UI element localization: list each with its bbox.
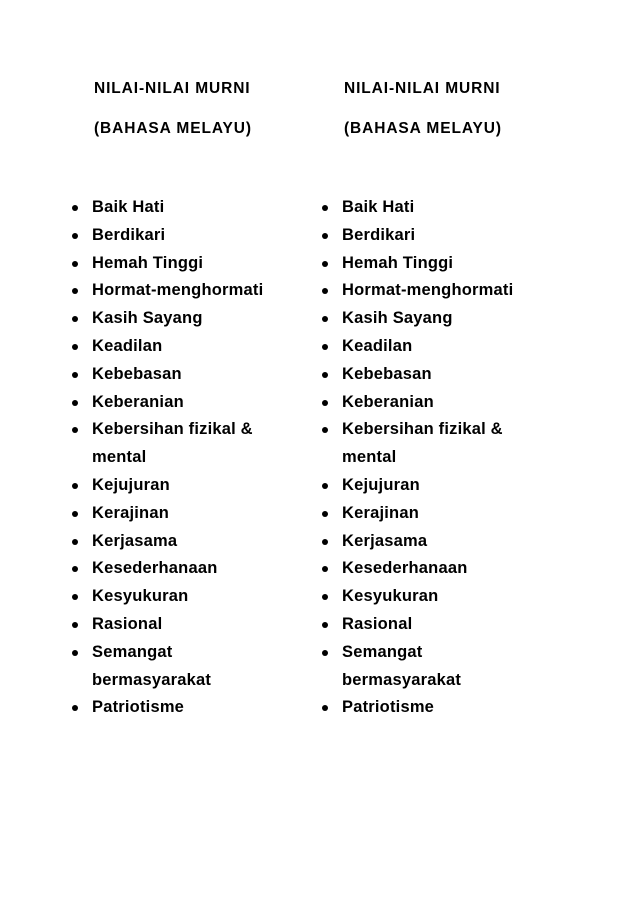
list-item xyxy=(66,555,296,583)
bullet-icon xyxy=(72,344,78,350)
list-item xyxy=(316,583,546,611)
list-item-label: Baik Hati xyxy=(92,198,165,216)
bullet-icon xyxy=(322,594,328,600)
list-item xyxy=(316,639,546,695)
list-item xyxy=(316,611,546,639)
bullet-icon xyxy=(322,288,328,294)
list-item-label: Kebersihan fizikal & mental xyxy=(342,420,503,467)
list-item xyxy=(316,222,546,250)
bullet-icon xyxy=(322,316,328,322)
list-item-label: Kesederhanaan xyxy=(92,559,218,578)
list-item-label: Hemah Tinggi xyxy=(92,253,204,272)
bullet-icon xyxy=(322,566,328,572)
left-values-list xyxy=(66,194,296,722)
right-heading-title: NILAI-NILAI MURNI xyxy=(344,80,501,97)
list-item xyxy=(316,500,546,528)
bullet-icon xyxy=(72,427,78,433)
bullet-icon xyxy=(322,483,328,489)
list-item xyxy=(66,194,296,222)
list-item xyxy=(66,528,296,556)
bullet-icon xyxy=(72,594,78,600)
list-item-label: Rasional xyxy=(342,614,413,633)
list-item xyxy=(316,194,546,222)
bullet-icon xyxy=(322,205,328,211)
list-item-label: Patriotisme xyxy=(92,698,185,717)
list-item-label: Hormat-menghormati xyxy=(92,281,264,300)
list-item-label: Keadilan xyxy=(342,336,413,355)
bullet-icon xyxy=(72,233,78,239)
list-item xyxy=(66,361,296,389)
list-item xyxy=(66,472,296,500)
list-item xyxy=(66,333,296,361)
bullet-icon xyxy=(72,650,78,656)
list-item xyxy=(316,277,546,305)
list-item xyxy=(66,639,296,695)
list-item xyxy=(316,528,546,556)
list-item-label: Kesederhanaan xyxy=(342,559,468,578)
list-item xyxy=(66,222,296,250)
list-item-label: Kerjasama xyxy=(342,531,428,550)
bullet-icon xyxy=(322,372,328,378)
list-item-label: Kebebasan xyxy=(92,364,182,383)
list-item-label: Patriotisme xyxy=(342,698,435,717)
list-item xyxy=(316,305,546,333)
list-item xyxy=(66,305,296,333)
bullet-icon xyxy=(72,622,78,628)
bullet-icon xyxy=(322,705,328,711)
bullet-icon xyxy=(72,261,78,267)
list-item xyxy=(316,555,546,583)
bullet-icon xyxy=(72,483,78,489)
list-item xyxy=(316,472,546,500)
list-item-label: Baik Hati xyxy=(342,198,415,216)
list-item xyxy=(66,250,296,278)
list-item xyxy=(66,277,296,305)
bullet-icon xyxy=(72,205,78,211)
list-item-label: Kasih Sayang xyxy=(342,309,453,328)
bullet-icon xyxy=(322,622,328,628)
list-item xyxy=(316,250,546,278)
bullet-icon xyxy=(322,261,328,267)
list-item xyxy=(66,611,296,639)
list-item xyxy=(316,416,546,472)
list-item xyxy=(316,333,546,361)
list-item-label: Hormat-menghormati xyxy=(342,281,514,300)
bullet-icon xyxy=(322,511,328,517)
list-item-label: Kerajinan xyxy=(342,503,419,522)
list-item-label: Semangat bermasyarakat xyxy=(342,642,462,689)
list-item-label: Kesyukuran xyxy=(342,587,439,606)
list-item-label: Kejujuran xyxy=(342,475,420,494)
bullet-icon xyxy=(72,288,78,294)
list-item-label: Kerajinan xyxy=(92,503,169,522)
bullet-icon xyxy=(322,650,328,656)
list-item xyxy=(66,416,296,472)
bullet-icon xyxy=(72,400,78,406)
list-item-label: Kejujuran xyxy=(92,475,170,494)
left-heading-title: NILAI-NILAI MURNI xyxy=(94,80,251,97)
list-item-label: Kesyukuran xyxy=(92,587,189,606)
list-item-label: Rasional xyxy=(92,614,163,633)
list-item-label: Hemah Tinggi xyxy=(342,253,454,272)
bullet-icon xyxy=(72,511,78,517)
list-item xyxy=(316,694,546,722)
list-item xyxy=(66,500,296,528)
list-item xyxy=(316,389,546,417)
list-item xyxy=(66,694,296,722)
right-heading-subtitle: (BAHASA MELAYU) xyxy=(344,120,502,137)
bullet-icon xyxy=(322,427,328,433)
list-item-label: Kerjasama xyxy=(92,531,178,550)
bullet-icon xyxy=(72,566,78,572)
list-item-label: Kasih Sayang xyxy=(92,309,203,328)
bullet-icon xyxy=(322,344,328,350)
bullet-icon xyxy=(72,372,78,378)
left-heading-subtitle: (BAHASA MELAYU) xyxy=(94,120,252,137)
list-item xyxy=(316,361,546,389)
list-item-label: Kebebasan xyxy=(342,364,432,383)
list-item-label: Kebersihan fizikal & mental xyxy=(92,420,253,467)
bullet-icon xyxy=(72,539,78,545)
bullet-icon xyxy=(72,705,78,711)
list-item-label: Berdikari xyxy=(92,225,166,244)
list-item xyxy=(66,389,296,417)
bullet-icon xyxy=(322,400,328,406)
bullet-icon xyxy=(322,539,328,545)
list-item-label: Berdikari xyxy=(342,225,416,244)
list-item-label: Semangat bermasyarakat xyxy=(92,642,212,689)
list-item-label: Keadilan xyxy=(92,336,163,355)
list-item-label: Keberanian xyxy=(92,392,184,411)
list-item-label: Keberanian xyxy=(342,392,434,411)
bullet-icon xyxy=(72,316,78,322)
bullet-icon xyxy=(322,233,328,239)
list-item xyxy=(66,583,296,611)
right-values-list xyxy=(316,194,546,722)
